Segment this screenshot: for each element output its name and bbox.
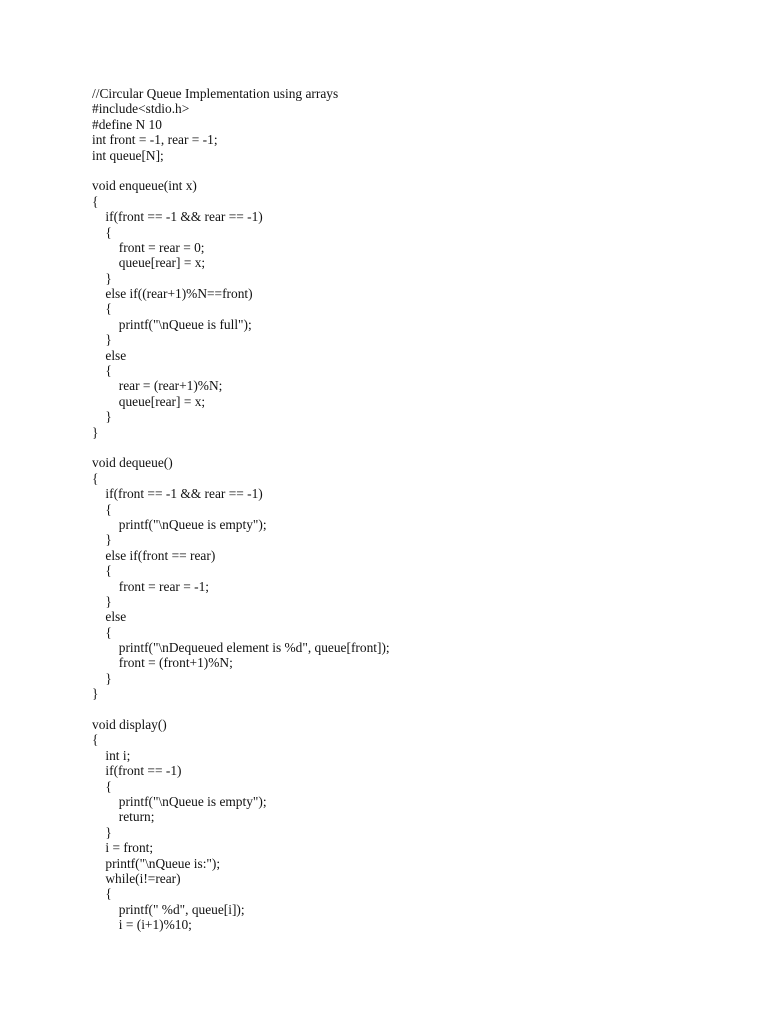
- code-line: void dequeue(): [92, 455, 173, 471]
- code-line: i = front;: [92, 840, 154, 856]
- code-line: else: [92, 609, 127, 625]
- code-line: queue[rear] = x;: [92, 255, 206, 271]
- code-line: else: [92, 347, 127, 363]
- code-line: while(i!=rear): [92, 870, 181, 886]
- code-line: queue[rear] = x;: [92, 393, 206, 409]
- code-line: {: [92, 886, 112, 902]
- code-line: }: [92, 270, 112, 286]
- code-line: {: [92, 470, 99, 486]
- code-line: i = (i+1)%10;: [92, 917, 192, 933]
- code-line: }: [92, 409, 112, 425]
- code-line: {: [92, 501, 112, 517]
- code-line: #include<stdio.h>: [92, 101, 190, 117]
- code-line: front = rear = -1;: [92, 578, 209, 594]
- code-line: printf("\nQueue is:");: [92, 855, 221, 871]
- code-line: printf("\nQueue is empty");: [92, 793, 267, 809]
- code-line: printf("\nQueue is empty");: [92, 516, 267, 532]
- code-line: {: [92, 778, 112, 794]
- code-line: }: [92, 670, 112, 686]
- code-line: {: [92, 193, 99, 209]
- code-line: {: [92, 732, 99, 748]
- code-line: {: [92, 363, 112, 379]
- code-line: else if((rear+1)%N==front): [92, 286, 253, 302]
- code-line: if(front == -1 && rear == -1): [92, 209, 263, 225]
- code-line: front = rear = 0;: [92, 239, 205, 255]
- code-line: rear = (rear+1)%N;: [92, 378, 223, 394]
- code-line: }: [92, 824, 112, 840]
- code-line: }: [92, 424, 99, 440]
- code-line: {: [92, 224, 112, 240]
- code-line: void display(): [92, 717, 167, 733]
- code-line: void enqueue(int x): [92, 178, 197, 194]
- code-line: if(front == -1 && rear == -1): [92, 486, 263, 502]
- code-line: {: [92, 563, 112, 579]
- code-line: [92, 702, 390, 717]
- code-line: int i;: [92, 747, 131, 763]
- code-line: front = (front+1)%N;: [92, 655, 233, 671]
- code-line: printf("\nDequeued element is %d", queue[front]);: [92, 640, 390, 656]
- code-line: }: [92, 686, 99, 702]
- code-line: [92, 440, 390, 455]
- code-line: else if(front == rear): [92, 547, 216, 563]
- code-line: {: [92, 301, 112, 317]
- code-line: }: [92, 332, 112, 348]
- code-line: }: [92, 532, 112, 548]
- code-line: //Circular Queue Implementation using arrays: [92, 86, 339, 101]
- code-listing: [92, 86, 390, 932]
- code-line: {: [92, 624, 112, 640]
- code-line: if(front == -1): [92, 763, 182, 779]
- code-line: printf(" %d", queue[i]);: [92, 901, 245, 917]
- code-line: }: [92, 593, 112, 609]
- code-line: int front = -1, rear = -1;: [92, 132, 218, 148]
- code-line: [92, 163, 390, 178]
- code-line: #define N 10: [92, 116, 162, 132]
- code-line: printf("\nQueue is full");: [92, 316, 252, 332]
- code-line: int queue[N];: [92, 147, 164, 163]
- code-line: return;: [92, 809, 155, 825]
